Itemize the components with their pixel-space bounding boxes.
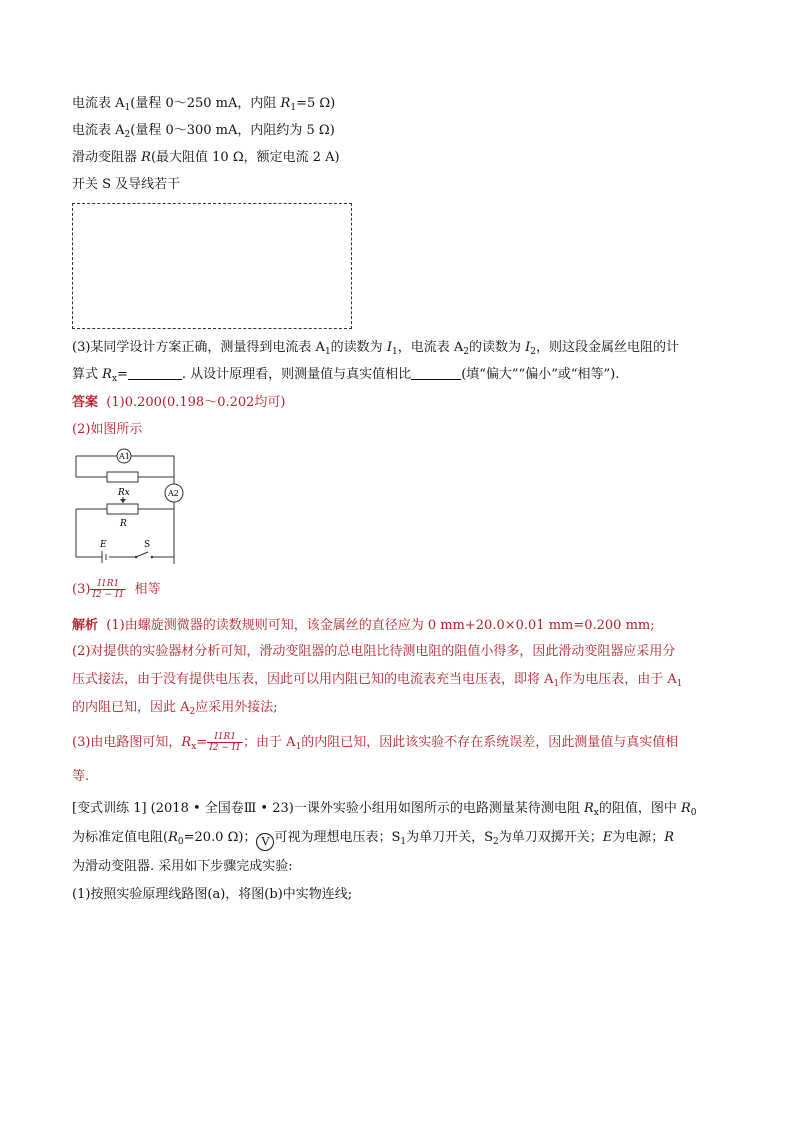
- rheostat-r-symbol: [107, 504, 138, 514]
- question-3-line-2: 算式 $R_x=$ . 从设计原理看，则测量值与真实值相比 (填“偏大”“偏小”或“相等”).: [72, 367, 620, 384]
- answer-line-1: 答案 (1)0.200(0.198～0.202均可): [72, 395, 286, 410]
- analysis-fraction: $\frac{I1R1}{I2 - I1}$: [209, 732, 242, 753]
- answer-line-2: (2)如图所示: [72, 422, 143, 437]
- circuit-diagram: [72, 446, 192, 564]
- variant-line-2: 为标准定值电阻($R_0=20.0$ Ω)； V 可视为理想电压表；$S_1$为单刀开关，$S_2$为单刀双掷开关；E为电源；R: [72, 829, 674, 851]
- variant-line-1: [变式训练 1] (2018 • 全国卷Ⅲ • 23)一课外实验小组用如图所示的电路测量某待测电阻 $R_x$的阻值，图中 $R_0$: [72, 801, 697, 818]
- equipment-a1: 电流表 $A_1$(量程 0～250 mA，内阻 $R_1=5$ Ω): [72, 96, 336, 113]
- analysis-line-2: (2)对提供的实验器材分析可知，滑动变阻器的总电阻比待测电阻的阻值小得多，因此滑动变阻器应采用分: [72, 644, 676, 659]
- voltmeter-icon: V: [256, 833, 274, 851]
- analysis-line-5: (3)由电路图可知，$R_x=$ $\frac{I1R1}{I2 - I1}$ ；由于 $A_1$的内阻已知，因此该实验不存在系统误差，因此测量值与真实值相: [72, 732, 679, 753]
- answer-blank-formula[interactable]: [128, 367, 182, 380]
- equipment-a2: 电流表 $A_2$(量程 0～300 mA，内阻约为 5 Ω): [72, 123, 335, 140]
- variant-line-4: (1)按照实验原理线路图(a)，将图(b)中实物连线;: [72, 887, 353, 902]
- analysis-line-3: 压式接法，由于没有提供电压表，因此可以用内阻已知的电流表充当电压表，即将 $A_1$作为电压表，由于 $A_1$: [72, 672, 683, 689]
- label-a1: A1: [119, 452, 130, 461]
- equipment-rheostat: 滑动变阻器 R(最大阻值 10 Ω，额定电流 2 A): [72, 150, 340, 165]
- label-e: E: [100, 540, 107, 550]
- answer-blank-comparison[interactable]: [411, 367, 461, 380]
- analysis-line-4: 的内阻已知，因此 $A_2$应采用外接法;: [72, 700, 278, 717]
- answer-drawing-box: [72, 203, 352, 329]
- equipment-switch: 开关 S 及导线若干: [72, 177, 181, 192]
- label-s: S: [144, 540, 151, 550]
- label-a2: A2: [168, 489, 179, 498]
- analysis-line-6: 等.: [72, 769, 90, 784]
- label-r: R: [120, 519, 127, 529]
- answer-label: 答案: [72, 395, 99, 410]
- analysis-line-1: 解析 (1)由螺旋测微器的读数规则可知，该金属丝的直径应为 0 mm+20.0×0.01 mm=0.200 mm;: [72, 618, 655, 633]
- label-rx: Rx: [118, 488, 130, 498]
- question-3-line-1: (3)某同学设计方案正确，测量得到电流表 $A_1$的读数为 $I_1$，电流表 $A_2$的读数为 $I_2$，则这段金属丝电阻的计: [72, 340, 679, 357]
- answer-fraction: $\frac{I1R1}{I2 - I1}$: [92, 579, 125, 600]
- analysis-label: 解析: [72, 618, 99, 633]
- answer-line-3: (3) $\frac{I1R1}{I2 - I1}$ 相等: [72, 579, 161, 600]
- resistor-rx-symbol: [107, 472, 138, 482]
- variant-line-3: 为滑动变阻器. 采用如下步骤完成实验:: [72, 859, 293, 874]
